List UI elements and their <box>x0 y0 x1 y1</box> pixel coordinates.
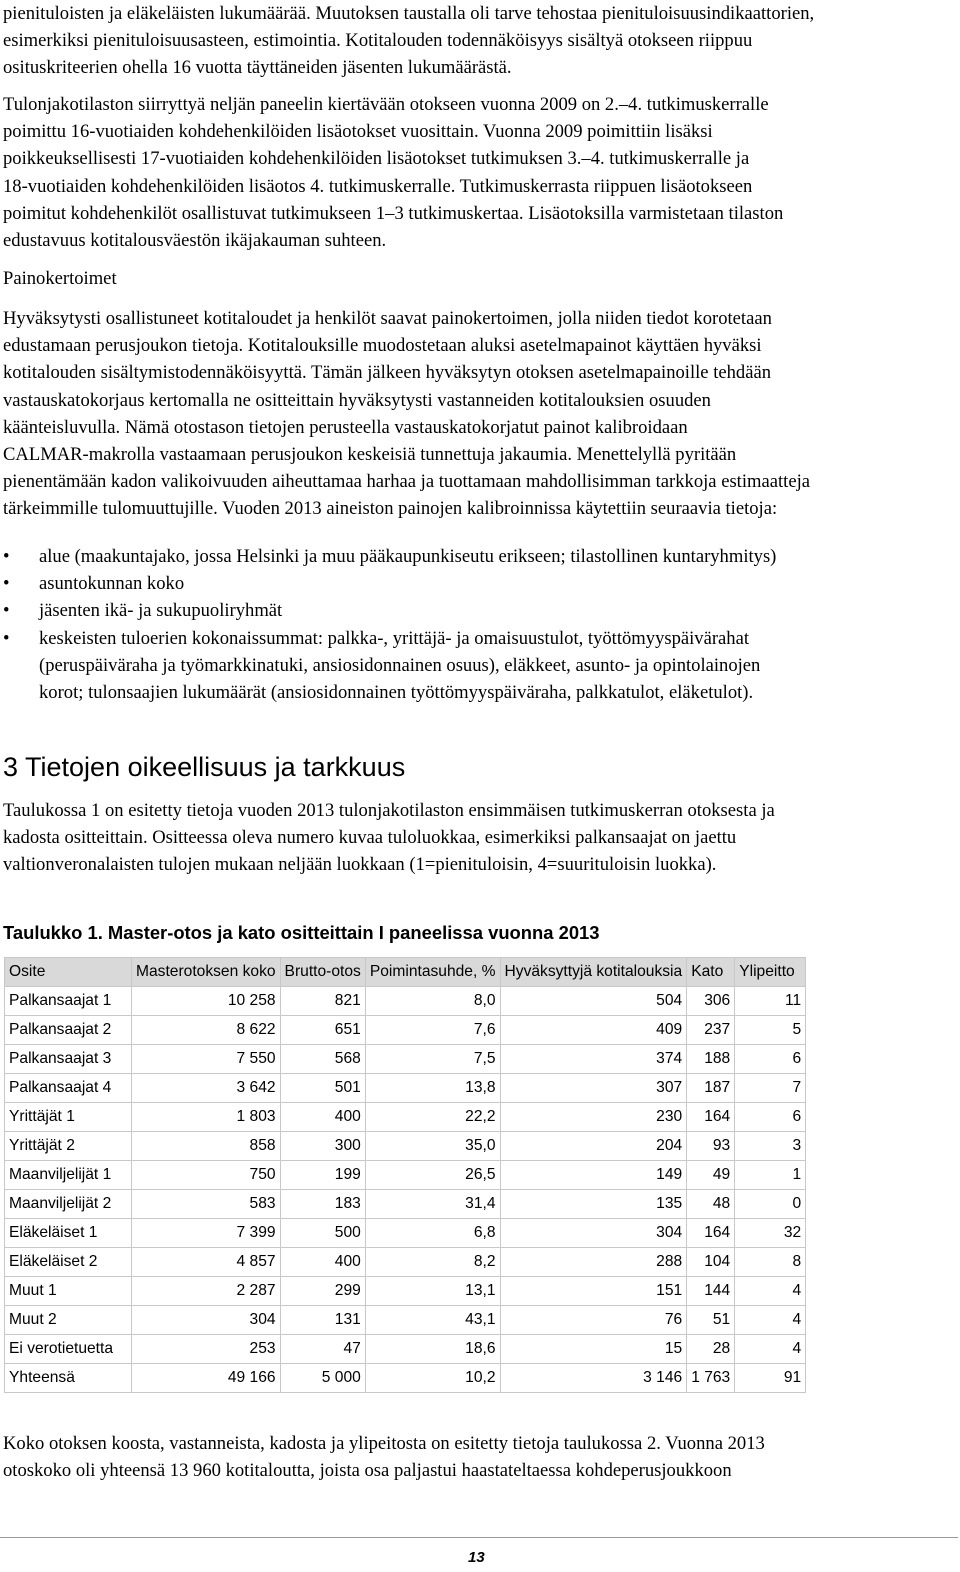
row-label-cell: Palkansaajat 1 <box>5 987 132 1016</box>
table-cell: 164 <box>687 1219 735 1248</box>
text-line: CALMAR-makrolla vastaamaan perusjoukon keskeisiä tunnettuja jakaumia. Menettelyllä pyritään <box>3 444 737 466</box>
table-cell: 43,1 <box>365 1306 500 1335</box>
row-label-cell: Palkansaajat 4 <box>5 1074 132 1103</box>
table-row <box>5 1161 806 1190</box>
table-cell: 3 146 <box>500 1364 687 1393</box>
text-line: vastauskatokorjaus kertomalla ne ositteittain hyväksytysti vastanneiden kotitalouksien osuuden <box>3 389 711 411</box>
table-cell: 47 <box>280 1335 365 1364</box>
table-row <box>5 1219 806 1248</box>
table-cell: 8,2 <box>365 1248 500 1277</box>
table-cell: 501 <box>280 1074 365 1103</box>
table-cell: 13,8 <box>365 1074 500 1103</box>
text-line: poimitut kohdehenkilöt osallistuvat tutkimukseen 1–3 tutkimuskertaa. Lisäotoksilla varmistetaan tilaston <box>3 202 784 224</box>
list-item <box>3 570 955 597</box>
table-cell: 51 <box>687 1306 735 1335</box>
table-cell: 400 <box>280 1248 365 1277</box>
text-line: poimittu 16-vuotiaiden kohdehenkilöiden lisäotokset vuosittain. Vuonna 2009 poimittiin lisäksi <box>3 121 713 143</box>
table-cell: 230 <box>500 1103 687 1132</box>
table-cell: 7 399 <box>132 1219 281 1248</box>
text-line: kadosta ositteittain. Ositteessa oleva numero kuvaa tuloluokkaa, esimerkiksi palkansaajat on jaettu <box>3 827 737 849</box>
calibration-list <box>3 543 955 706</box>
table-cell: 204 <box>500 1132 687 1161</box>
text-line: käänteisluvulla. Nämä otostason tietojen perusteella vastauskatokorjatut painot kalibroidaan <box>3 416 688 438</box>
row-label-cell: Eläkeläiset 2 <box>5 1248 132 1277</box>
paragraph-panel-rotation <box>3 91 955 254</box>
table-row <box>5 1335 806 1364</box>
table-cell: 91 <box>735 1364 806 1393</box>
paragraph-weights <box>3 305 955 523</box>
paragraph-sampling-criteria <box>3 0 955 82</box>
list-item-text: (peruspäiväraha ja työmarkkinatuki, ansiosidonnainen osuus), eläkkeet, asunto- ja opintolainojen <box>39 654 761 676</box>
table-row <box>5 1016 806 1045</box>
table-row <box>5 1306 806 1335</box>
list-item-text: jäsenten ikä- ja sukupuoliryhmät <box>39 600 283 622</box>
table-cell: 3 642 <box>132 1074 281 1103</box>
table-caption: Taulukko 1. Master-otos ja kato ositteittain I paneelissa vuonna 2013 <box>3 922 600 943</box>
row-label-cell: Eläkeläiset 1 <box>5 1219 132 1248</box>
section-heading: 3 Tietojen oikeellisuus ja tarkkuus <box>3 752 406 782</box>
table-cell: 93 <box>687 1132 735 1161</box>
text-line: otoskoko oli yhteensä 13 960 kotitaloutta, joista osa paljastui haastateltaessa kohdeperusjoukkoon <box>3 1460 732 1482</box>
table-cell: 4 <box>735 1306 806 1335</box>
table-cell: 32 <box>735 1219 806 1248</box>
list-item <box>3 597 955 624</box>
bullet-icon: • <box>3 573 10 595</box>
sample-table <box>4 957 806 1393</box>
text-line: 18-vuotiaiden kohdehenkilöiden lisäotos 4. tutkimuskerralle. Tutkimuskerrasta riippuen lisäotokseen <box>3 175 753 197</box>
table-cell: 187 <box>687 1074 735 1103</box>
table-cell: 49 <box>687 1161 735 1190</box>
table-cell: 135 <box>500 1190 687 1219</box>
table-cell: 1 <box>735 1161 806 1190</box>
table-cell: 151 <box>500 1277 687 1306</box>
table-cell: 48 <box>687 1190 735 1219</box>
text-line: edustamaan perusjoukon tietoja. Kotitalouksille muodostetaan aluksi asetelmapainot käyttäen hyväksi <box>3 335 762 357</box>
row-label-cell: Yhteensä <box>5 1364 132 1393</box>
table-cell: 188 <box>687 1045 735 1074</box>
table-cell: 10,2 <box>365 1364 500 1393</box>
paragraph-closing <box>3 1430 955 1484</box>
table-cell: 6,8 <box>365 1219 500 1248</box>
table-cell: 104 <box>687 1248 735 1277</box>
bullet-icon: • <box>3 600 10 622</box>
table-row <box>5 1364 806 1393</box>
row-label-cell: Palkansaajat 3 <box>5 1045 132 1074</box>
text-line: pienentämään kadon valikoivuuden aiheuttamaa harhaa ja tuottamaan mahdollisimman tarkkoja estimaatteja <box>3 471 810 493</box>
row-label-cell: Palkansaajat 2 <box>5 1016 132 1045</box>
text-line: Koko otoksen koosta, vastanneista, kadosta ja ylipeitosta on esitetty tietoja taulukossa 2. Vuonna 2013 <box>3 1433 765 1454</box>
table-cell: 7,6 <box>365 1016 500 1045</box>
table-row <box>5 1045 806 1074</box>
table-cell: 237 <box>687 1016 735 1045</box>
table-row <box>5 1074 806 1103</box>
table-cell: 49 166 <box>132 1364 281 1393</box>
table-cell: 307 <box>500 1074 687 1103</box>
table-cell: 10 258 <box>132 987 281 1016</box>
table-cell: 8 622 <box>132 1016 281 1045</box>
list-item-text: alue (maakuntajako, jossa Helsinki ja muu pääkaupunkiseutu erikseen; tilastollinen kuntaryhmitys) <box>39 546 777 567</box>
table-cell: 28 <box>687 1335 735 1364</box>
text-line: kotitalouden sisältymistodennäköisyyttä. Tämän jälkeen hyväksytyn otoksen asetelmapainoille tehdään <box>3 362 772 384</box>
table-cell: 7 550 <box>132 1045 281 1074</box>
table-cell: 11 <box>735 987 806 1016</box>
row-label-cell: Maanviljelijät 1 <box>5 1161 132 1190</box>
table-cell: 300 <box>280 1132 365 1161</box>
column-header: Hyväksyttyjä kotitalouksia <box>500 958 687 987</box>
column-header: Brutto-otos <box>280 958 365 987</box>
table-cell: 3 <box>735 1132 806 1161</box>
footer-divider <box>0 1537 958 1538</box>
table-cell: 583 <box>132 1190 281 1219</box>
table-cell: 1 803 <box>132 1103 281 1132</box>
list-item-text: keskeisten tuloerien kokonaissummat: palkka-, yrittäjä- ja omaisuustulot, työttömyyspäivärahat <box>39 627 750 649</box>
table-cell: 26,5 <box>365 1161 500 1190</box>
subheading-weights: Painokertoimet <box>3 268 117 289</box>
text-line: edustavuus kotitalousväestön ikäjakauman suhteen. <box>3 230 387 252</box>
table-cell: 8 <box>735 1248 806 1277</box>
table-cell: 18,6 <box>365 1335 500 1364</box>
row-label-cell: Ei verotietuetta <box>5 1335 132 1364</box>
row-label-cell: Muut 1 <box>5 1277 132 1306</box>
column-header: Osite <box>5 958 132 987</box>
table-cell: 400 <box>280 1103 365 1132</box>
list-item-text: korot; tulonsaajien lukumäärät (ansiosidonnainen työttömyyspäiväraha, palkkatulot, eläketulot). <box>39 682 754 704</box>
bullet-icon: • <box>3 627 10 649</box>
table-cell: 304 <box>500 1219 687 1248</box>
text-line: valtionveronalaisten tulojen mukaan neljään luokkaan (1=pienituloisin, 4=suurituloisin luokka). <box>3 854 717 876</box>
table-row <box>5 1277 806 1306</box>
table-row <box>5 1248 806 1277</box>
table-cell: 131 <box>280 1306 365 1335</box>
paragraph-section-intro <box>3 797 955 879</box>
text-line: Hyväksytysti osallistuneet kotitaloudet ja henkilöt saavat painokertoimen, jolla niiden tiedot korotetaan <box>3 308 772 329</box>
table-cell: 1 763 <box>687 1364 735 1393</box>
table-header-row <box>5 958 806 987</box>
table-cell: 304 <box>132 1306 281 1335</box>
text-line: osituskriteerien ohella 16 vuotta täyttäneiden jäsenten lukumäärästä. <box>3 57 512 79</box>
table-cell: 306 <box>687 987 735 1016</box>
text-line: Taulukossa 1 on esitetty tietoja vuoden 2013 tulonjakotilaston ensimmäisen tutkimuskerran otoksesta ja <box>3 800 775 821</box>
page-number: 13 <box>468 1549 485 1566</box>
table-cell: 6 <box>735 1045 806 1074</box>
table-cell: 35,0 <box>365 1132 500 1161</box>
table-row <box>5 1103 806 1132</box>
list-item <box>3 543 955 570</box>
column-header: Masterotoksen koko <box>132 958 281 987</box>
table-cell: 164 <box>687 1103 735 1132</box>
text-line: tärkeimmille tulomuuttujille. Vuoden 2013 aineiston painojen kalibroinnissa käytettiin seuraavia tietoja: <box>3 498 778 520</box>
table-cell: 500 <box>280 1219 365 1248</box>
table-cell: 374 <box>500 1045 687 1074</box>
row-label-cell: Yrittäjät 2 <box>5 1132 132 1161</box>
table-cell: 6 <box>735 1103 806 1132</box>
table-cell: 4 857 <box>132 1248 281 1277</box>
table-cell: 253 <box>132 1335 281 1364</box>
table-row <box>5 1132 806 1161</box>
list-item <box>3 625 955 707</box>
table-cell: 0 <box>735 1190 806 1219</box>
table-cell: 4 <box>735 1335 806 1364</box>
table-cell: 504 <box>500 987 687 1016</box>
table-cell: 5 <box>735 1016 806 1045</box>
table-cell: 144 <box>687 1277 735 1306</box>
table-cell: 299 <box>280 1277 365 1306</box>
list-item-text: asuntokunnan koko <box>39 573 185 595</box>
table-cell: 8,0 <box>365 987 500 1016</box>
table-cell: 750 <box>132 1161 281 1190</box>
table-cell: 4 <box>735 1277 806 1306</box>
row-label-cell: Muut 2 <box>5 1306 132 1335</box>
table-cell: 183 <box>280 1190 365 1219</box>
row-label-cell: Yrittäjät 1 <box>5 1103 132 1132</box>
table-cell: 7 <box>735 1074 806 1103</box>
table-row <box>5 987 806 1016</box>
table-cell: 15 <box>500 1335 687 1364</box>
table-cell: 2 287 <box>132 1277 281 1306</box>
table-cell: 31,4 <box>365 1190 500 1219</box>
column-header: Poimintasuhde, % <box>365 958 500 987</box>
text-line: pienituloisten ja eläkeläisten lukumäärää. Muutoksen taustalla oli tarve tehostaa pienituloisuusindikaattorien, <box>3 3 815 24</box>
table-cell: 76 <box>500 1306 687 1335</box>
table-cell: 288 <box>500 1248 687 1277</box>
table-cell: 858 <box>132 1132 281 1161</box>
table-cell: 199 <box>280 1161 365 1190</box>
table-cell: 5 000 <box>280 1364 365 1393</box>
table-row <box>5 1190 806 1219</box>
table-cell: 7,5 <box>365 1045 500 1074</box>
text-line: poikkeuksellisesti 17-vuotiaiden kohdehenkilöiden lisäotokset tutkimuksen 3.–4. tutkimuskerralle ja <box>3 148 750 170</box>
table-cell: 409 <box>500 1016 687 1045</box>
row-label-cell: Maanviljelijät 2 <box>5 1190 132 1219</box>
column-header: Ylipeitto <box>735 958 806 987</box>
text-line: Tulonjakotilaston siirryttyä neljän paneelin kiertävään otokseen vuonna 2009 on 2.–4. tutkimuskerralle <box>3 94 769 115</box>
bullet-icon: • <box>3 546 10 567</box>
table-cell: 651 <box>280 1016 365 1045</box>
table-cell: 568 <box>280 1045 365 1074</box>
table-cell: 821 <box>280 987 365 1016</box>
table-cell: 13,1 <box>365 1277 500 1306</box>
table-cell: 149 <box>500 1161 687 1190</box>
text-line: esimerkiksi pienituloisuusasteen, estimointia. Kotitalouden todennäköisyys sisältyä otokseen riippuu <box>3 30 753 52</box>
column-header: Kato <box>687 958 735 987</box>
table-cell: 22,2 <box>365 1103 500 1132</box>
